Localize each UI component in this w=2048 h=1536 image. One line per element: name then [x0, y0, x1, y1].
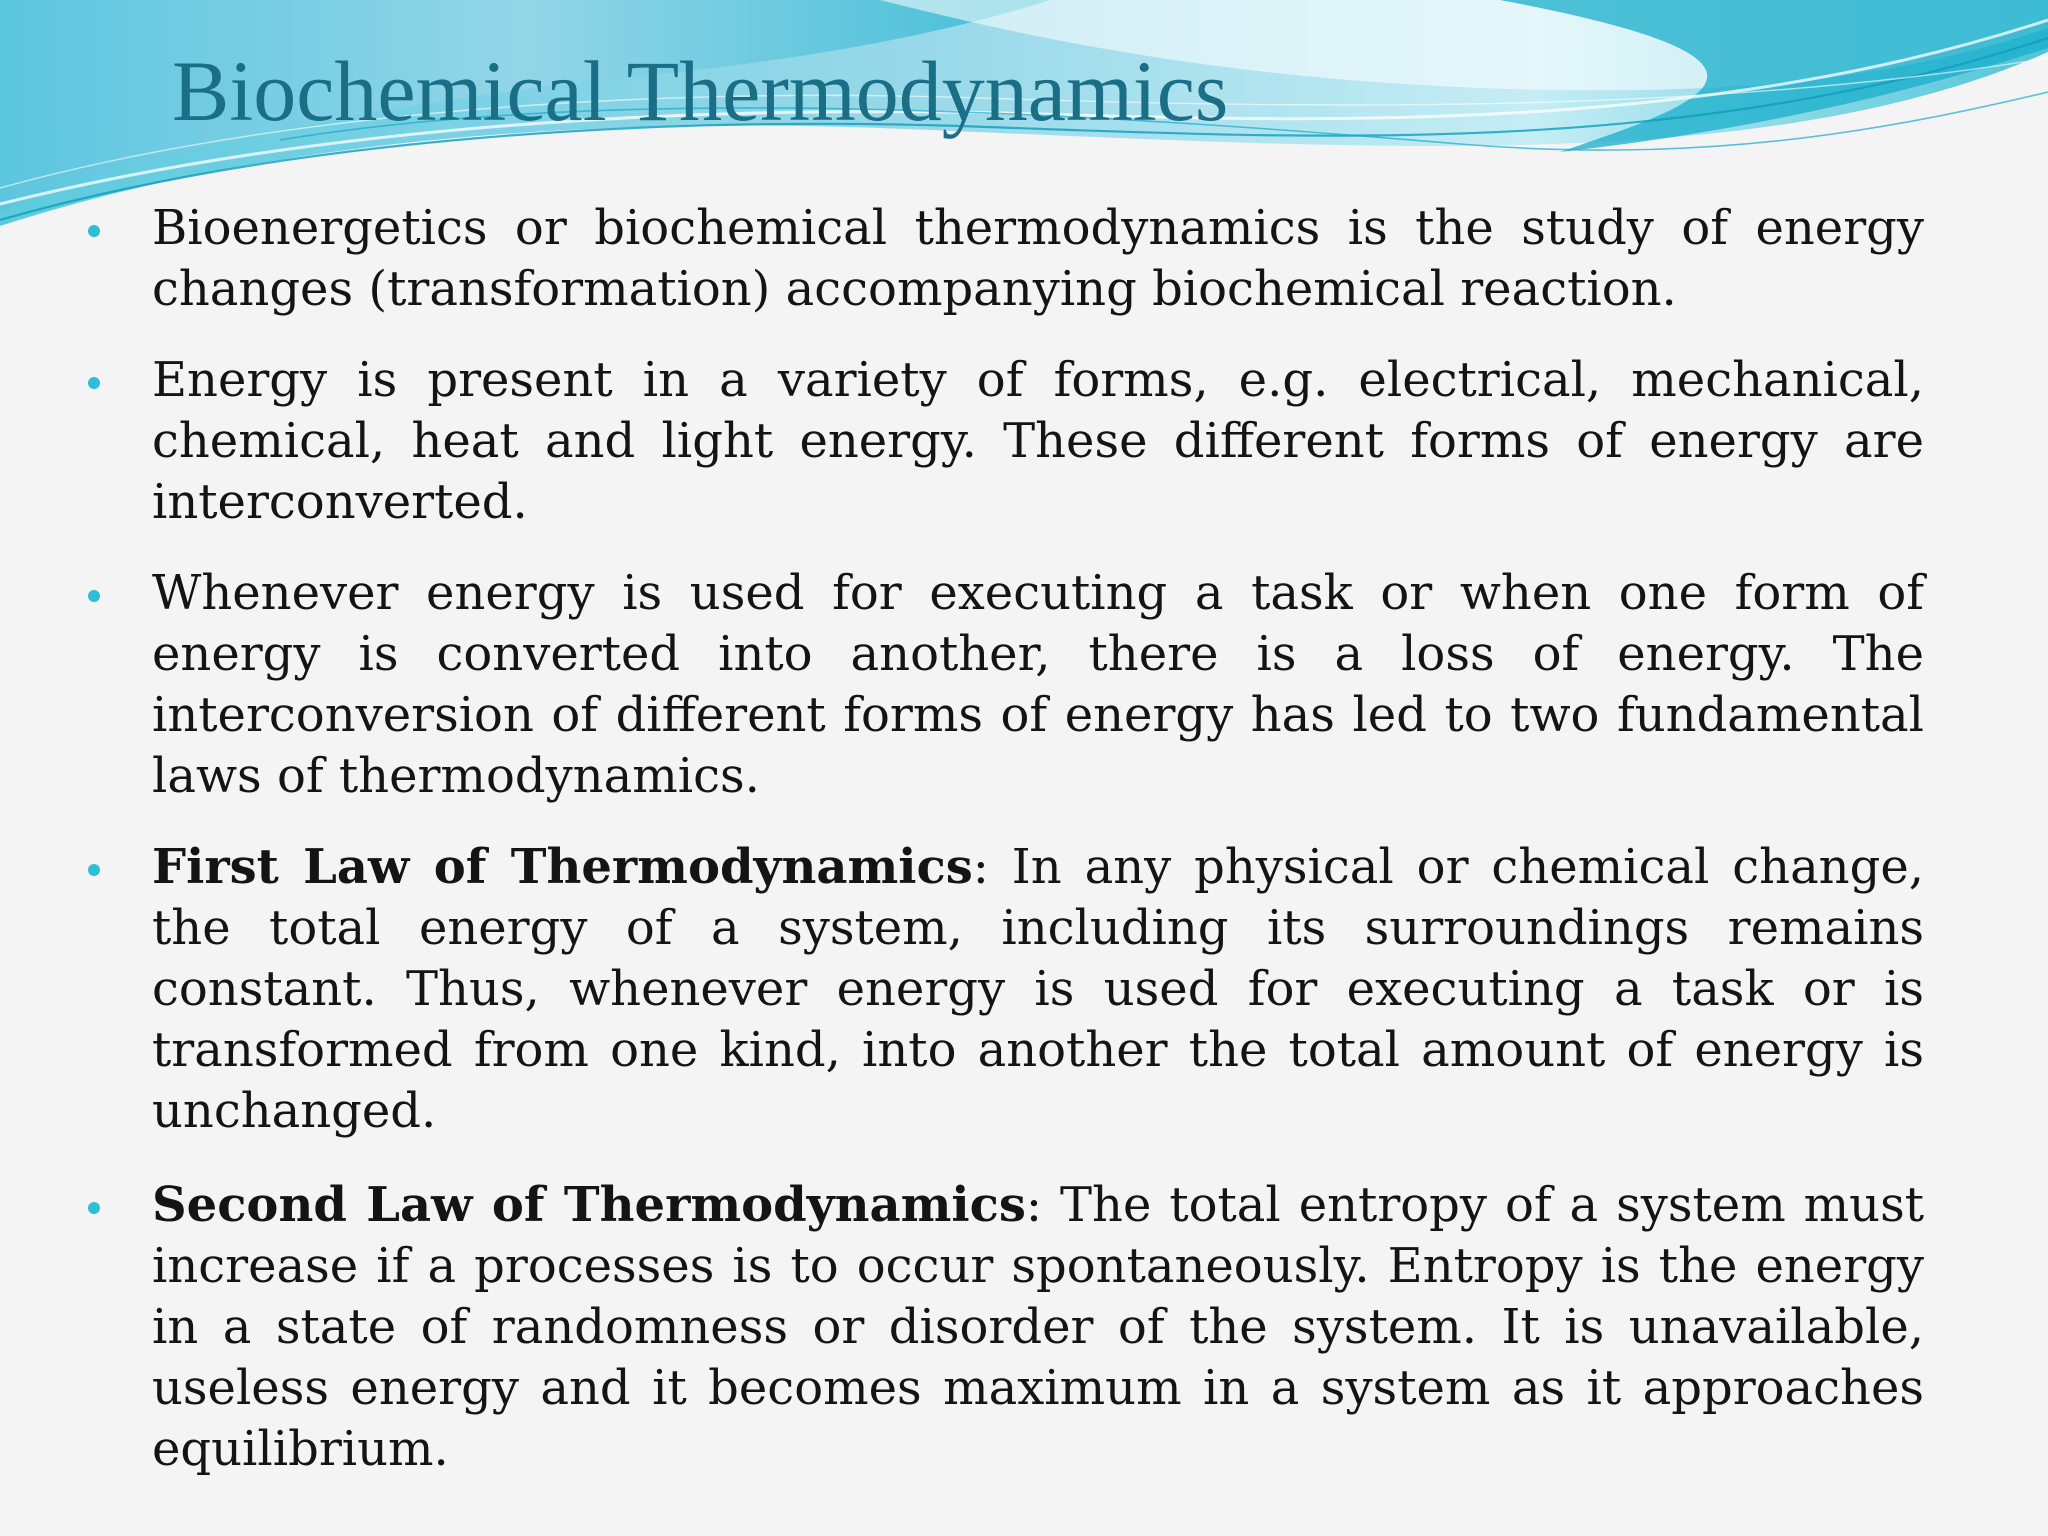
bullet-term-first-law: First Law of Thermodynamics: [152, 839, 973, 895]
bullet-item-energy-loss: [86, 563, 1924, 807]
bullet-text: Bioenergetics or biochemical thermodynamics is the study of energy changes (transformation) accompanying biochemical reaction.: [152, 200, 1924, 317]
bullet-text: Energy is present in a variety of forms, e.g. electrical, mechanical, chemical, heat and light energy. These different forms of energy are interconverted.: [152, 352, 1924, 530]
bullet-text: Whenever energy is used for executing a task or when one form of energy is converted into another, there is a loss of energy. The interconversion of different forms of energy has led to two fundamental laws of thermodynamics.: [152, 565, 1924, 804]
bullet-dot-icon: [88, 377, 100, 389]
bullet-text: : In any physical or chemical change, the total energy of a system, including its surroundings remains constant. Thus, whenever energy is used for executing a task or is transformed from one kind, into another the total amount of energy is unchanged.: [152, 839, 1924, 1139]
bullet-item-energy-forms: [86, 350, 1924, 533]
bullet-dot-icon: [88, 864, 100, 876]
bullet-item-first-law: [86, 837, 1924, 1142]
bullet-item-second-law: [86, 1175, 1924, 1480]
bullet-term-second-law: Second Law of Thermodynamics: [152, 1177, 1026, 1233]
bullet-item-bioenergetics: [86, 198, 1924, 320]
slide-title: Biochemical Thermodynamics: [172, 43, 1229, 139]
bullet-text: : The total entropy of a system must increase if a processes is to occur spontaneously. Entropy is the energy in a state of randomness or disorder of the system. It is unavailable, useless energy and it becomes maximum in a system as it approaches equilibrium.: [152, 1177, 1925, 1477]
bullet-dot-icon: [88, 590, 100, 602]
bullet-dot-icon: [88, 225, 100, 237]
bullet-dot-icon: [88, 1202, 100, 1214]
bullet-list: [86, 198, 1924, 1510]
